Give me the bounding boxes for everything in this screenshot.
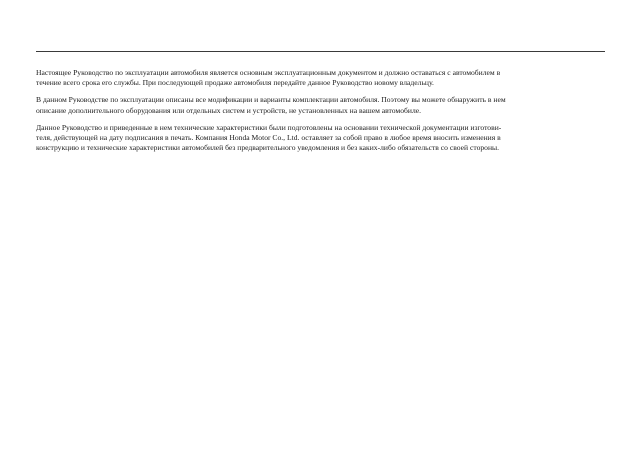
paragraph-line: описание дополнительного оборудования или отдельных систем и устройств, не установленных на вашем автомобиле. — [36, 105, 422, 115]
paragraph-line: теля, действующей на дату подписания в печать. Компания Honda Motor Co., Ltd. оставляет за собой право в любое время вносить изменения в — [36, 133, 501, 143]
paragraph-line: В данном Руководстве по эксплуатации описаны все модификации и варианты комплектации автомобиля. Поэтому вы можете обнаружить в нем — [36, 95, 506, 105]
top-rule — [36, 51, 605, 52]
paragraph-1 — [36, 68, 605, 88]
paragraph-line: Настоящее Руководство по эксплуатации автомобиля является основным эксплуатационным документом и должно оставаться с автомобилем в — [36, 68, 501, 77]
paragraph-line: течение всего срока его службы. При последующей продаже автомобиля передайте данное Руководство новому владельцу. — [36, 78, 434, 88]
paragraph-line: конструкцию и технические характеристики автомобилей без предварительного уведомления и без каких-либо обязательств со своей стороны. — [36, 143, 500, 153]
text-block — [36, 68, 605, 160]
paragraph-2 — [36, 95, 605, 115]
paragraph-3 — [36, 123, 605, 154]
paragraph-line: Данное Руководство и приведенные в нем технические характеристики были подготовлены на основании технической документации изготови- — [36, 122, 502, 132]
